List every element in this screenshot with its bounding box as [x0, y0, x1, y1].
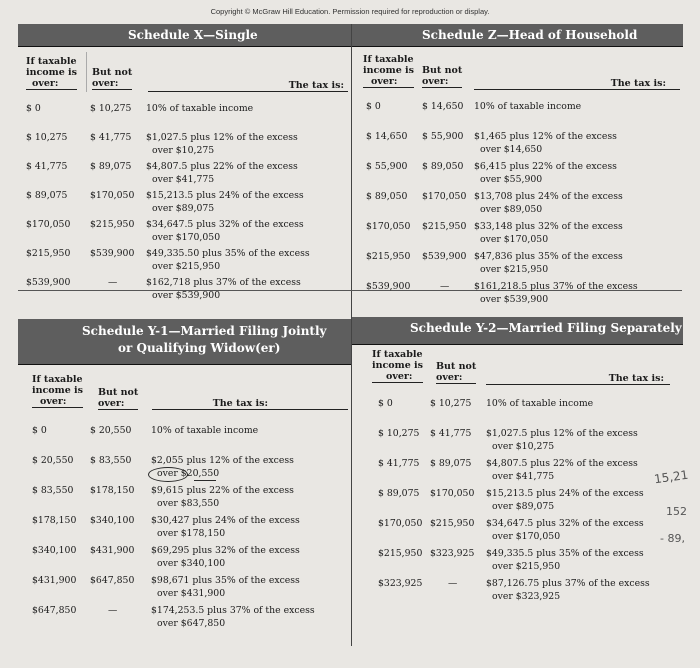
col-over: over: [26, 78, 77, 90]
income-over-value: $ 41,775 [26, 161, 68, 172]
income-not-over-value: — [108, 605, 118, 616]
income-over-value: $178,150 [32, 515, 77, 526]
tax-formula: $87,126.75 plus 37% of the excess [486, 578, 650, 589]
col-but-not: But not [98, 387, 139, 398]
tax-formula-continued: over $41,775 [152, 174, 215, 185]
tax-formula-continued: over $170,050 [492, 531, 561, 542]
income-not-over-value: $340,100 [90, 515, 135, 526]
income-over-value: $ 10,275 [378, 428, 420, 439]
schedule-y2-title: Schedule Y-2—Married Filing Separately [352, 317, 683, 345]
tax-formula: $49,335.50 plus 35% of the excess [146, 248, 310, 259]
income-not-over-value: — [108, 277, 118, 288]
handwritten-note: - 89, [660, 532, 685, 545]
tax-formula: 10% of taxable income [146, 103, 254, 114]
income-over-value: $ 83,550 [32, 485, 74, 496]
tax-formula-continued: over $14,650 [480, 144, 543, 155]
income-not-over-value: $ 83,550 [90, 455, 132, 466]
tax-formula: $162,718 plus 37% of the excess [146, 277, 301, 288]
income-not-over-value: — [440, 281, 450, 292]
income-not-over-value: $ 10,275 [90, 103, 132, 114]
schedule-z-title: Schedule Z—Head of Household [352, 24, 683, 47]
col-if-taxable: If taxable [26, 56, 77, 67]
tax-formula: $161,218.5 plus 37% of the excess [474, 281, 638, 292]
income-over-value: $539,900 [366, 281, 411, 292]
income-over-value: $323,925 [378, 578, 423, 589]
tax-formula-continued: over $41,775 [492, 471, 555, 482]
income-not-over-value: — [448, 578, 458, 589]
income-over-value: $ 10,275 [26, 132, 68, 143]
income-not-over-value: $170,050 [422, 191, 467, 202]
tax-formula: $30,427 plus 24% of the excess [151, 515, 300, 526]
col-over: over: [363, 76, 414, 88]
tax-formula: $34,647.5 plus 32% of the excess [146, 219, 304, 230]
col-but-not-over: over: [422, 76, 462, 88]
col-tax-is: The tax is: [148, 80, 348, 92]
tax-formula: $4,807.5 plus 22% of the excess [146, 161, 298, 172]
tax-formula-continued: over $170,050 [480, 234, 549, 245]
income-over-value: $215,950 [378, 548, 423, 559]
tax-formula-continued: over $10,275 [152, 145, 215, 156]
tax-formula-continued: over $431,900 [157, 588, 226, 599]
income-not-over-value: $323,925 [430, 548, 475, 559]
income-not-over-value: $215,950 [430, 518, 475, 529]
income-not-over-value: $ 89,075 [90, 161, 132, 172]
income-over-value: $ 55,900 [366, 161, 408, 172]
handwritten-note: 15,21 [653, 467, 690, 487]
schedule-y2-panel [351, 291, 683, 646]
tax-formula: $174,253.5 plus 37% of the excess [151, 605, 315, 616]
handwritten-underline [194, 480, 216, 481]
income-over-value: $340,100 [32, 545, 77, 556]
tax-formula: 10% of taxable income [151, 425, 259, 436]
income-not-over-value: $ 10,275 [430, 398, 472, 409]
tax-formula: $4,807.5 plus 22% of the excess [486, 458, 638, 469]
income-not-over-value: $215,950 [422, 221, 467, 232]
tax-formula: $13,708 plus 24% of the excess [474, 191, 623, 202]
col-over: over: [372, 371, 423, 383]
col-but-not: But not [436, 361, 477, 372]
col-tax-is: The tax is: [474, 78, 680, 90]
col-income-is: income is [372, 360, 423, 371]
tax-formula-continued: over $55,900 [480, 174, 543, 185]
tax-formula: $6,415 plus 22% of the excess [474, 161, 617, 172]
tax-formula: $1,027.5 plus 12% of the excess [146, 132, 298, 143]
tax-formula: $34,647.5 plus 32% of the excess [486, 518, 644, 529]
income-not-over-value: $ 55,900 [422, 131, 464, 142]
handwritten-note: 152 [666, 505, 687, 518]
tax-formula-continued: over $215,950 [480, 264, 549, 275]
income-over-value: $539,900 [26, 277, 71, 288]
col-income-is: income is [26, 67, 77, 78]
income-not-over-value: $431,900 [90, 545, 135, 556]
col-income-is: income is [32, 385, 83, 396]
income-not-over-value: $ 89,050 [422, 161, 464, 172]
schedule-x-panel [18, 24, 351, 301]
tax-formula: $98,671 plus 35% of the excess [151, 575, 300, 586]
income-not-over-value: $ 89,075 [430, 458, 472, 469]
tax-formula-continued: over $20,550 [157, 468, 220, 479]
income-not-over-value: $170,050 [430, 488, 475, 499]
income-not-over-value: $539,900 [90, 248, 135, 259]
col-over: over: [32, 396, 83, 408]
tax-formula-continued: over $10,275 [492, 441, 555, 452]
tax-formula: 10% of taxable income [474, 101, 582, 112]
tax-formula: $2,055 plus 12% of the excess [151, 455, 294, 466]
tax-formula-continued: over $83,550 [157, 498, 220, 509]
income-not-over-value: $ 41,775 [430, 428, 472, 439]
income-over-value: $ 89,075 [26, 190, 68, 201]
col-but-not: But not [92, 67, 133, 78]
tax-formula-continued: over $323,925 [492, 591, 561, 602]
income-over-value: $431,900 [32, 575, 77, 586]
income-not-over-value: $ 20,550 [90, 425, 132, 436]
tax-formula-continued: over $647,850 [157, 618, 226, 629]
schedule-y1-title: Schedule Y-1—Married Filing Jointly or Qualifying Widow(er) [18, 319, 351, 365]
tax-formula-continued: over $170,050 [152, 232, 221, 243]
tax-formula: $33,148 plus 32% of the excess [474, 221, 623, 232]
tax-formula-continued: over $89,050 [480, 204, 543, 215]
tax-formula: $69,295 plus 32% of the excess [151, 545, 300, 556]
income-over-value: $ 20,550 [32, 455, 74, 466]
tax-formula-continued: over $89,075 [152, 203, 215, 214]
tax-formula: 10% of taxable income [486, 398, 594, 409]
tax-formula: $9,615 plus 22% of the excess [151, 485, 294, 496]
schedule-y1-panel [18, 291, 351, 646]
col-but-not-over: over: [92, 78, 132, 90]
tax-formula: $15,213.5 plus 24% of the excess [486, 488, 644, 499]
tax-formula: $1,465 plus 12% of the excess [474, 131, 617, 142]
tax-formula-continued: over $539,900 [480, 294, 549, 305]
tax-formula: $15,213.5 plus 24% of the excess [146, 190, 304, 201]
copyright-notice: Copyright © McGraw Hill Education. Permission required for reproduction or display. [210, 7, 490, 16]
tax-formula: $47,836 plus 35% of the excess [474, 251, 623, 262]
income-not-over-value: $ 14,650 [422, 101, 464, 112]
income-over-value: $170,050 [366, 221, 411, 232]
income-over-value: $ 0 [378, 398, 393, 409]
income-over-value: $647,850 [32, 605, 77, 616]
col-income-is: income is [363, 65, 414, 76]
income-over-value: $ 14,650 [366, 131, 408, 142]
income-not-over-value: $170,050 [90, 190, 135, 201]
col-if-taxable: If taxable [32, 374, 83, 385]
income-over-value: $215,950 [26, 248, 71, 259]
income-over-value: $ 0 [32, 425, 47, 436]
col-tax-is: The tax is: [486, 373, 670, 385]
col-but-not-over: over: [98, 398, 138, 410]
income-over-value: $ 0 [366, 101, 381, 112]
tax-formula-continued: over $178,150 [157, 528, 226, 539]
income-over-value: $ 0 [26, 103, 41, 114]
schedule-z-panel [351, 24, 683, 305]
income-over-value: $170,050 [378, 518, 423, 529]
income-over-value: $170,050 [26, 219, 71, 230]
tax-formula-continued: over $340,100 [157, 558, 226, 569]
income-not-over-value: $539,900 [422, 251, 467, 262]
schedule-x-title: Schedule X—Single [18, 24, 351, 47]
tax-formula-continued: over $215,950 [492, 561, 561, 572]
income-not-over-value: $ 41,775 [90, 132, 132, 143]
tax-formula-continued: over $539,900 [152, 290, 221, 301]
income-not-over-value: $178,150 [90, 485, 135, 496]
tax-formula: $49,335.5 plus 35% of the excess [486, 548, 644, 559]
col-if-taxable: If taxable [363, 54, 414, 65]
col-if-taxable: If taxable [372, 349, 423, 360]
tax-formula-continued: over $89,075 [492, 501, 555, 512]
tax-formula-continued: over $215,950 [152, 261, 221, 272]
col-tax-is: The tax is: [152, 398, 348, 410]
income-over-value: $ 89,050 [366, 191, 408, 202]
income-not-over-value: $215,950 [90, 219, 135, 230]
income-over-value: $ 41,775 [378, 458, 420, 469]
tax-formula: $1,027.5 plus 12% of the excess [486, 428, 638, 439]
income-over-value: $215,950 [366, 251, 411, 262]
income-over-value: $ 89,075 [378, 488, 420, 499]
col-but-not: But not [422, 65, 463, 76]
income-not-over-value: $647,850 [90, 575, 135, 586]
col-but-not-over: over: [436, 372, 476, 384]
